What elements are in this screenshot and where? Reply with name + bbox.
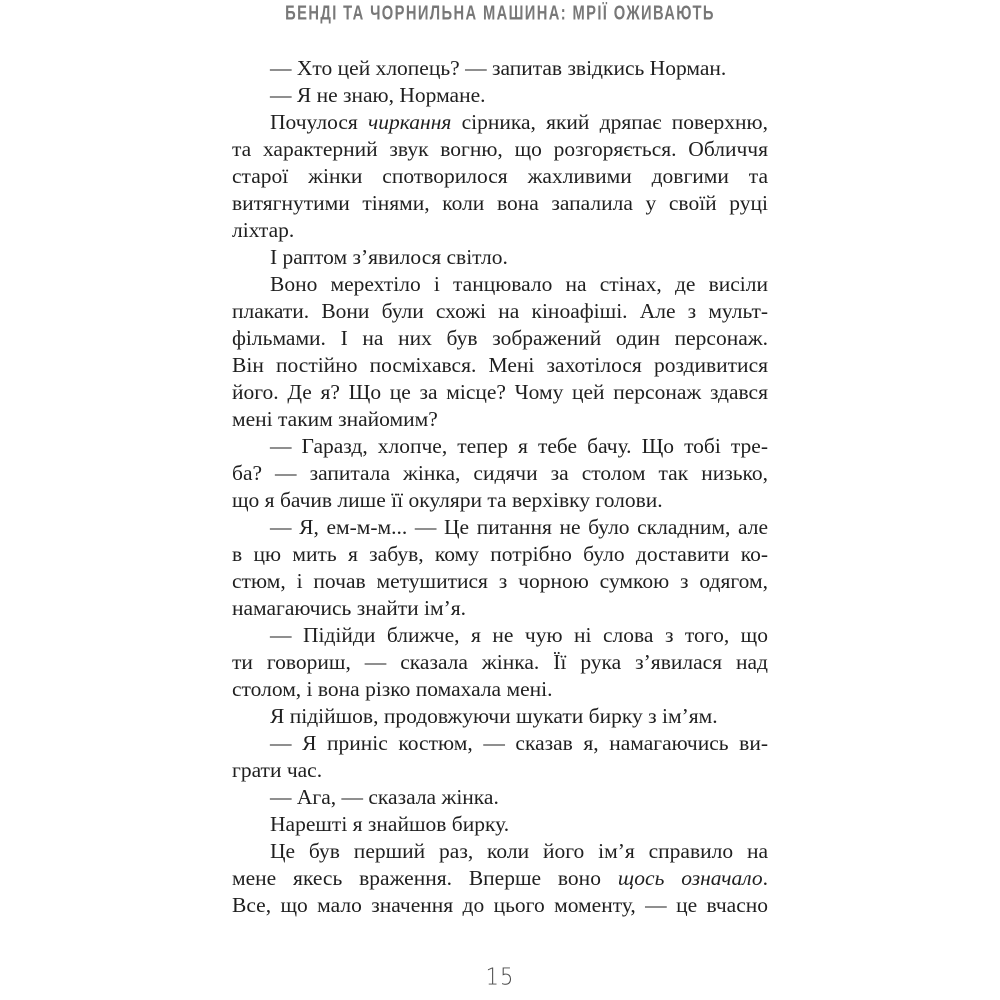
text-segment: ти говориш, — сказала жінка. Її рука з’явилася над — [232, 650, 768, 674]
text-segment: його. Де я? Що це за місце? Чому цей персонаж здався — [232, 380, 768, 404]
text-line — [232, 811, 768, 838]
text-segment: старої жінки спотворилося жахливими довгими та — [232, 164, 768, 188]
text-segment: Воно мерехтіло і танцювало на стінах, де висіли — [270, 272, 768, 296]
text-segment: ба? — запитала жінка, сидячи за столом так низько, — [232, 461, 768, 485]
text-line — [232, 784, 768, 811]
text-line — [232, 163, 768, 190]
text-line — [232, 757, 768, 784]
text-line — [232, 865, 768, 892]
text-segment: що я бачив лише її окуляри та верхівку голови. — [232, 488, 663, 512]
page-number: 15 — [485, 963, 515, 990]
text-line — [232, 109, 768, 136]
text-segment: грати час. — [232, 758, 323, 782]
text-line — [232, 892, 768, 919]
text-segment: столом, і вона різко помахала мені. — [232, 677, 553, 701]
text-segment: — Я не знаю, Нормане. — [270, 83, 486, 107]
text-segment: сірника, який дряпає поверхню, — [451, 110, 768, 134]
text-segment: та характерний звук вогню, що розгоряється. Обличчя — [232, 137, 768, 161]
text-line — [232, 325, 768, 352]
text-block — [232, 55, 768, 919]
text-line — [232, 838, 768, 865]
text-line — [232, 82, 768, 109]
text-segment: витягнутими тінями, коли вона запалила у своїй руці — [232, 191, 768, 215]
text-line — [232, 514, 768, 541]
text-segment: стюм, і почав метушитися з чорною сумкою з одягом, — [232, 569, 768, 593]
text-segment: — Я приніс костюм, — сказав я, намагаючись ви- — [270, 731, 768, 755]
text-segment: намагаючись знайти ім’я. — [232, 596, 467, 620]
text-line — [232, 433, 768, 460]
text-line — [232, 244, 768, 271]
text-segment: мені таким знайомим? — [232, 407, 438, 431]
text-segment: — Я, ем-м-м... — Це питання не було складним, але — [270, 515, 768, 539]
text-line — [232, 136, 768, 163]
text-line — [232, 568, 768, 595]
text-segment: Це був перший раз, коли його ім’я справило на — [270, 839, 768, 863]
text-segment: мене якесь враження. Вперше воно — [232, 866, 618, 890]
text-segment: Все, що мало значення до цього моменту, — це вчасно — [232, 893, 768, 917]
text-line — [232, 190, 768, 217]
text-line — [232, 55, 768, 82]
text-segment: — Ага, — сказала жінка. — [270, 785, 499, 809]
text-segment: — Хто цей хлопець? — запитав звідкись Норман. — [270, 56, 727, 80]
text-line — [232, 379, 768, 406]
text-segment: . — [762, 866, 768, 890]
text-line — [232, 595, 768, 622]
text-line — [232, 622, 768, 649]
text-line — [232, 676, 768, 703]
text-line — [232, 703, 768, 730]
text-line — [232, 271, 768, 298]
text-segment: Нарешті я знайшов бирку. — [270, 812, 510, 836]
text-segment: — Гаразд, хлопче, тепер я тебе бачу. Що тобі тре- — [270, 434, 768, 458]
text-segment: Я підійшов, продовжуючи шукати бирку з ім’ям. — [270, 704, 718, 728]
italic-text-segment: чиркання — [368, 110, 452, 134]
text-line — [232, 352, 768, 379]
text-segment: Він постійно посміхався. Мені захотілося роздивитися — [232, 353, 768, 377]
text-line — [232, 730, 768, 757]
running-header: БЕНДІ ТА ЧОРНИЛЬНА МАШИНА: МРІЇ ОЖИВАЮТЬ — [285, 3, 715, 25]
text-line — [232, 541, 768, 568]
text-segment: фільмами. І на них був зображений один персонаж. — [232, 326, 768, 350]
text-segment: — Підійди ближче, я не чую ні слова з того, що — [270, 623, 768, 647]
text-line — [232, 217, 768, 244]
text-line — [232, 460, 768, 487]
text-segment: в цю мить я забув, кому потрібно було доставити ко- — [232, 542, 768, 566]
text-line — [232, 649, 768, 676]
text-segment: ліхтар. — [232, 218, 295, 242]
text-segment: плакати. Вони були схожі на кіноафіші. Але з мульт- — [232, 299, 768, 323]
text-segment: І раптом з’явилося світло. — [270, 245, 508, 269]
text-line — [232, 406, 768, 433]
text-segment: Почулося — [270, 110, 368, 134]
italic-text-segment: щось означало — [617, 866, 763, 890]
text-line — [232, 487, 768, 514]
text-line — [232, 298, 768, 325]
